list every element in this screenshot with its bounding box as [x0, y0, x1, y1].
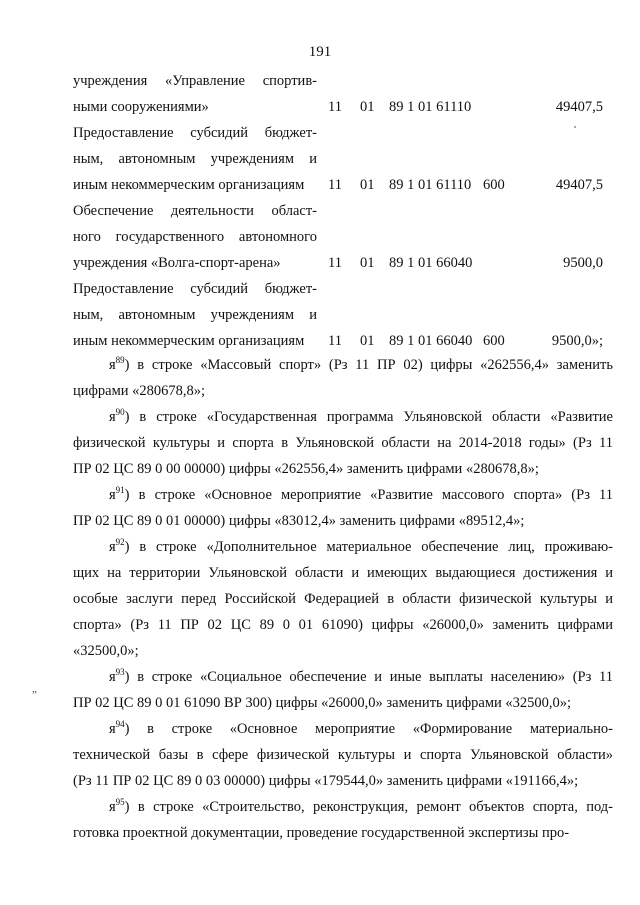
item-letter: я: [109, 539, 116, 555]
line-text: ) в строке «Строительство, реконструкция, ремонт объектов спорта, под-: [124, 799, 613, 815]
row-description-line: иным некоммерческим организациям: [73, 177, 305, 193]
section-code: 11: [328, 177, 342, 193]
amendment-paragraph: [73, 352, 613, 404]
table-row: [73, 120, 613, 198]
subsection-code: 01: [360, 177, 375, 193]
paragraph-line: [73, 352, 613, 378]
paragraph-line: [73, 794, 613, 820]
row-description-line: ным, автономным учреждениям и: [73, 151, 317, 167]
paragraph-line: ПР 02 ЦС 89 0 00 00000) цифры «262556,4» заменить цифрами «280678,8»;: [73, 461, 539, 477]
row-description-line: учреждения «Волга-спорт-арена»: [73, 255, 281, 271]
subsection-code: 01: [360, 99, 375, 115]
paragraph-line: цифрами «280678,8»;: [73, 383, 206, 399]
paragraph-line: особые заслуги перед Российской Федерацией в области физической культуры и: [73, 591, 613, 607]
paragraph-line: технической базы в сфере физической культуры и спорта Ульяновской области»: [73, 747, 613, 763]
line-text: ) в строке «Государственная программа Ульяновской области «Развитие: [124, 409, 613, 425]
section-code: 11: [328, 255, 342, 271]
item-letter: я: [109, 669, 116, 685]
paragraph-line: ПР 02 ЦС 89 0 01 00000) цифры «83012,4» заменить цифрами «89512,4»;: [73, 513, 525, 529]
row-description-line: иным некоммерческим организациям: [73, 333, 305, 349]
row-description-line: ного государственного автономного: [73, 229, 317, 245]
amount: 49407,5: [555, 177, 603, 193]
section-code: 11: [328, 333, 342, 349]
target-article-code: 89 1 01 61110: [389, 99, 472, 115]
budget-table: [73, 68, 613, 354]
table-row: [73, 198, 613, 276]
amendment-paragraph: [73, 716, 613, 794]
target-article-code: 89 1 01 66040: [389, 255, 473, 271]
row-codes: [73, 250, 613, 276]
expense-type-code: 600: [483, 177, 505, 193]
target-article-code: 89 1 01 66040: [389, 333, 473, 349]
paragraph-line: «32500,0»;: [73, 643, 139, 659]
paragraph-line: [73, 482, 613, 508]
paragraph-line: щих на территории Ульяновской области и имеющих выдающиеся достижения и: [73, 565, 613, 581]
subsection-code: 01: [360, 333, 375, 349]
paragraph-line: готовка проектной документации, проведение государственной экспертизы про-: [73, 825, 570, 841]
item-number: 93: [115, 667, 125, 677]
amendment-paragraph: [73, 794, 613, 846]
section-code: 11: [328, 99, 342, 115]
line-text: ) в строке «Социальное обеспечение и иные выплаты населению» (Рз 11: [124, 669, 613, 685]
amount: 9500,0: [563, 255, 603, 271]
item-letter: я: [109, 409, 116, 425]
row-codes: [73, 328, 613, 354]
row-description-line: Предоставление субсидий бюджет-: [73, 125, 317, 141]
paragraph-line: [73, 404, 613, 430]
item-number: 95: [115, 797, 125, 807]
line-text: ) в строке «Основное мероприятие «Развитие массового спорта» (Рз 11: [124, 487, 613, 503]
row-codes: [73, 94, 613, 120]
row-description-line: ным, автономным учреждениям и: [73, 307, 317, 323]
item-number: 92: [115, 537, 125, 547]
item-letter: я: [109, 357, 116, 373]
item-letter: я: [109, 799, 116, 815]
margin-mark: „: [32, 683, 37, 695]
row-description-line: Предоставление субсидий бюджет-: [73, 281, 317, 297]
item-number: 91: [115, 485, 125, 495]
paragraph-line: ПР 02 ЦС 89 0 01 61090 ВР 300) цифры «26000,0» заменить цифрами «32500,0»;: [73, 695, 572, 711]
amendment-paragraph: [73, 404, 613, 482]
target-article-code: 89 1 01 61110: [389, 177, 472, 193]
line-text: ) в строке «Основное мероприятие «Формирование материально-: [124, 721, 613, 737]
row-description-line: ными сооружениями»: [73, 99, 209, 115]
page-number: 191: [308, 44, 332, 60]
paragraph-line: физической культуры и спорта в Ульяновской области на 2014-2018 годы» (Рз 11: [73, 435, 613, 451]
item-letter: я: [109, 487, 116, 503]
item-number: 90: [115, 407, 125, 417]
amendment-paragraph: [73, 534, 613, 664]
expense-type-code: 600: [483, 333, 505, 349]
item-number: 94: [115, 719, 125, 729]
line-text: ) в строке «Массовый спорт» (Рз 11 ПР 02) цифры «262556,4» заменить: [124, 357, 613, 373]
row-codes: [73, 172, 613, 198]
paragraph-line: [73, 534, 613, 560]
line-text: ) в строке «Дополнительное материальное обеспечение лиц, проживаю-: [124, 539, 613, 555]
amount: 49407,5: [555, 99, 603, 115]
table-row: [73, 68, 613, 120]
row-description-line: Обеспечение деятельности област-: [73, 203, 317, 219]
paragraph-line: [73, 664, 613, 690]
amendment-paragraph: [73, 482, 613, 534]
paragraph-line: (Рз 11 ПР 02 ЦС 89 0 03 00000) цифры «179544,0» заменить цифрами «191166,4»;: [73, 773, 579, 789]
amount: 9500,0»;: [551, 333, 603, 349]
item-letter: я: [109, 721, 116, 737]
paragraph-line: спорта» (Рз 11 ПР 02 ЦС 89 0 01 61090) цифры «26000,0» заменить цифрами: [73, 617, 613, 633]
amendment-paragraph: [73, 664, 613, 716]
amendment-text: [73, 352, 613, 846]
table-row: [73, 276, 613, 354]
item-number: 89: [115, 355, 125, 365]
subsection-code: 01: [360, 255, 375, 271]
paragraph-line: [73, 716, 613, 742]
row-description-line: учреждения «Управление спортив-: [73, 73, 317, 89]
